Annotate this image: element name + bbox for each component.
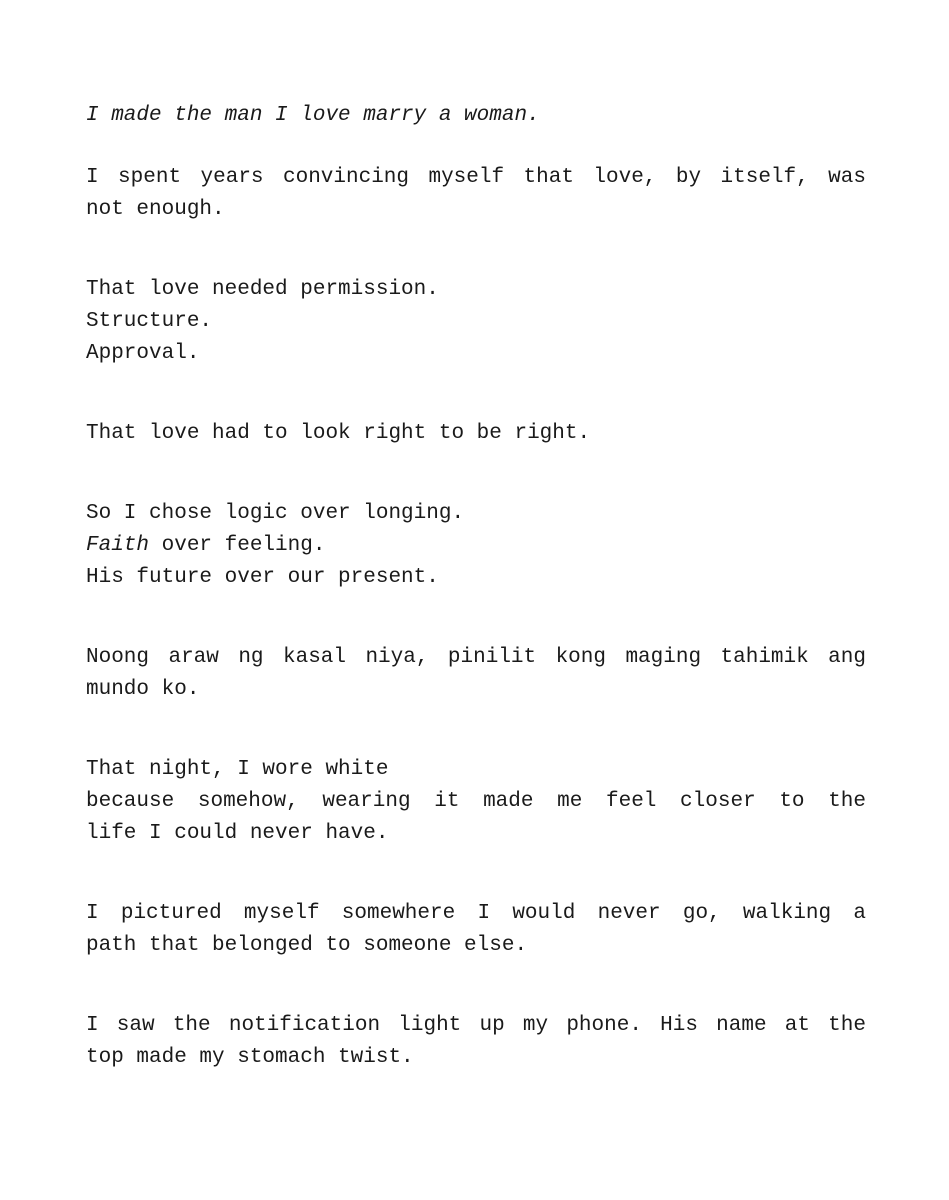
paragraph-5 [86,642,866,706]
opening-line-text: I made the man I love marry a woman. [86,104,540,127]
paragraph-4-line-2 [86,530,866,562]
paragraph-4 [86,498,866,594]
faith-word: Faith [86,534,150,557]
spacer [86,706,866,754]
document-page [86,100,866,1074]
paragraph-5-line-2: mundo ko. [86,678,200,701]
paragraph-1-line-1: I spent years convincing myself that love, by itself, was [86,166,866,189]
paragraph-1-line-2: not enough. [86,198,225,221]
spacer [86,226,866,274]
paragraph-2-line-3: Approval. [86,342,200,365]
spacer [86,962,866,1010]
paragraph-7-line-2: path that belonged to someone else. [86,934,528,957]
paragraph-8-line-1: I saw the notification light up my phone. His name at the [86,1014,866,1037]
paragraph-1 [86,162,866,226]
opening-line [86,100,866,132]
paragraph-3 [86,418,866,450]
spacer [86,450,866,498]
paragraph-5-line-1: Noong araw ng kasal niya, pinilit kong maging tahimik ang [86,646,866,669]
paragraph-3-line-1: That love had to look right to be right. [86,422,591,445]
paragraph-6-line-1: That night, I wore white [86,758,389,781]
spacer [86,370,866,418]
paragraph-4-line-3: His future over our present. [86,566,439,589]
paragraph-4-line-1: So I chose logic over longing. [86,502,465,525]
paragraph-8-line-2: top made my stomach twist. [86,1046,414,1069]
paragraph-6 [86,754,866,850]
paragraph-2-line-2: Structure. [86,310,213,333]
spacer [86,850,866,898]
spacer [86,132,866,162]
paragraph-6-line-3: life I could never have. [86,822,389,845]
spacer [86,594,866,642]
paragraph-2 [86,274,866,370]
paragraph-7-line-1: I pictured myself somewhere I would never go, walking a [86,902,866,925]
paragraph-6-line-2: because somehow, wearing it made me feel closer to the [86,790,866,813]
paragraph-8 [86,1010,866,1074]
paragraph-2-line-1: That love needed permission. [86,278,439,301]
paragraph-7 [86,898,866,962]
paragraph-4-line-2-rest: over feeling. [149,534,326,557]
